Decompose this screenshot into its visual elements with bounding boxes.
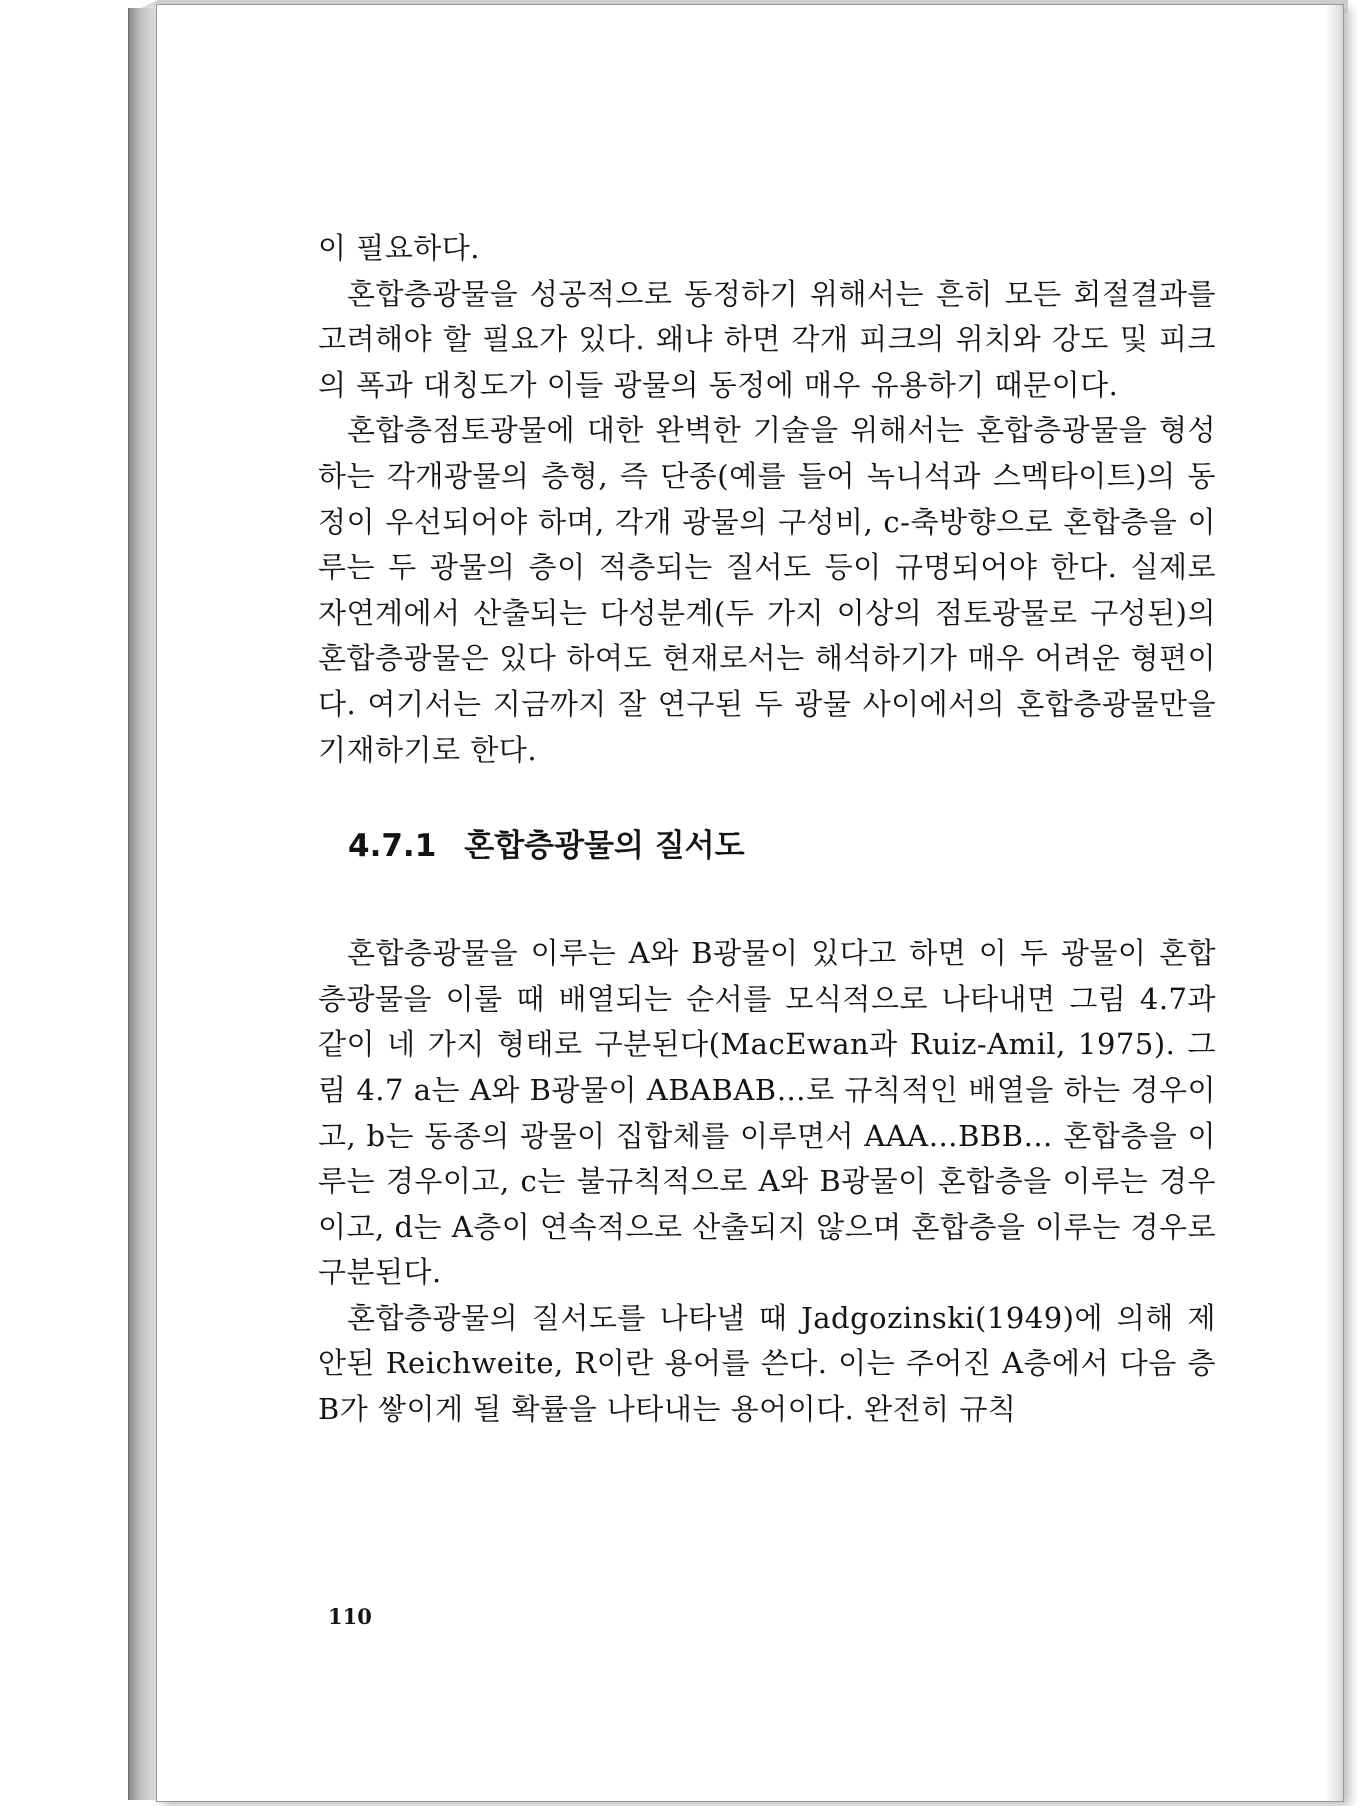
section-title: 혼합층광물의 질서도 (464, 828, 745, 865)
paragraph-description: 혼합층점토광물에 대한 완벽한 기술을 위해서는 혼합층광물을 형성하는 각개광물의 층형, 즉 단종(예를 들어 녹니석과 스멕타이트)의 동정이 우선되어야 하며, 각개 광물의 구성비, c-축방향으로 혼합층을 이루는 두 광물의 층이 적층되는 질서도 등이 규명되어야 한다. 실제로 자연계에서 산출되는 다성분계(두 가지 이상의 점토광물로 구성된)의 혼합층광물은 있다 하여도 현재로서는 해석하기가 매우 어려운 형편이다. 여기서는 지금까지 잘 연구된 두 광물 사이에서의 혼합층광물만을 기재하기로 한다. (318, 413, 1216, 767)
page-right-edge (1325, 5, 1343, 1801)
paragraph-reichweite: 혼합층광물의 질서도를 나타낼 때 Jadgozinski(1949)에 의해 제안된 Reichweite, R이란 용어를 쓴다. 이는 주어진 A층에서 다음 층 B가 쌓이게 될 확률을 나타내는 용어이다. 완전히 규칙 (318, 1300, 1216, 1427)
paragraph-continuation: 이 필요하다. (318, 231, 481, 265)
paragraph-identification: 혼합층광물을 성공적으로 동정하기 위해서는 흔히 모든 회절결과를 고려해야 할 필요가 있다. 왜냐 하면 각개 피크의 위치와 강도 및 피크의 폭과 대칭도가 이들 광물의 동정에 매우 유용하기 때문이다. (318, 276, 1216, 402)
book-spine (128, 8, 159, 1800)
page-body (318, 226, 1216, 1433)
section-number: 4.7.1 (348, 828, 437, 865)
section-heading (318, 823, 1216, 869)
paragraph-ordering: 혼합층광물을 이루는 A와 B광물이 있다고 하면 이 두 광물이 혼합층광물을 이룰 때 배열되는 순서를 모식적으로 나타내면 그림 4.7과 같이 네 가지 형태로 구분된다(MacEwan과 Ruiz-Amil, 1975). 그림 4.7 a는 A와 B광물이 ABABAB…로 규칙적인 배열을 하는 경우이고, b는 동종의 광물이 집합체를 이루면서 AAA…BBB… 혼합층을 이루는 경우이고, c는 불규칙적으로 A와 B광물이 혼합층을 이루는 경우이고, d는 A층이 연속적으로 산출되지 않으며 혼합층을 이루는 경우로 구분된다. (318, 936, 1216, 1290)
page-number: 110 (328, 1604, 372, 1629)
